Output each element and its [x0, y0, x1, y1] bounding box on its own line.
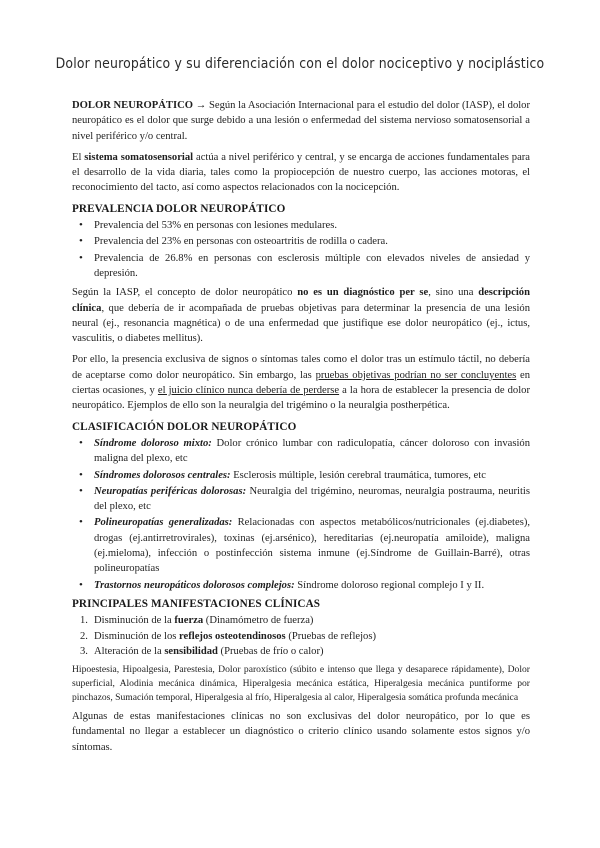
- somato-bold: sistema somatosensorial: [84, 151, 194, 163]
- manifestacion-pre: Disminución de los: [94, 630, 180, 642]
- item-number: 2.: [80, 630, 88, 642]
- somato-pre: El: [72, 151, 85, 163]
- prevalencia-item-pre: Prevalencia de: [94, 252, 166, 264]
- intro-arrow: →: [193, 100, 209, 111]
- list-item: [72, 468, 530, 483]
- somatosensory-paragraph: [72, 150, 530, 196]
- prevalencia-item-post: en personas con osteoartritis de rodilla o cadera.: [181, 236, 388, 248]
- manifestaciones-list-text: Hipoestesia, Hipoalgesia, Parestesia, Dolor paroxístico (súbito e intenso que llega y desaparece rápidamente), Dolor superficial, Alodinia mecánica dinámica, Hiperalgesia mecánica estática, Hiperalgesia mecánica puntiforme por pinchazos, Sumación temporal, Hiperalgesia al frío, Hiperalgesia al calor, Hiperalgesia somática profunda mecánica: [72, 664, 530, 704]
- manifestacion-post: (Dinamómetro de fuerza): [203, 615, 314, 627]
- list-item: [72, 234, 530, 249]
- prevalencia-item-pre: Prevalencia del: [94, 220, 162, 232]
- iasp-e: , que debería de ir acompañada de pruebas objetivas para determinar la presencia de una lesión neural (ej., resonancia magnética) o de una enfermedad que justifique ese dolor neuropático (ej., ictus, vasculitis, o diabetes mellitus).: [72, 302, 530, 345]
- intro-paragraph: [72, 98, 530, 144]
- manifestaciones-list: [72, 613, 530, 659]
- intro-heading: DOLOR NEUROPÁTICO: [72, 100, 193, 111]
- list-item: [72, 251, 530, 282]
- manifestacion-post: (Pruebas de frío o calor): [217, 645, 324, 657]
- list-item: [72, 515, 530, 576]
- manifestaciones-heading: PRINCIPALES MANIFESTACIONES CLÍNICAS: [72, 597, 321, 610]
- list-item: [72, 436, 530, 467]
- list-item: [72, 484, 530, 515]
- presencia-b: en ciertas ocasiones, y: [72, 369, 531, 397]
- iasp-paragraph: [72, 285, 530, 346]
- prevalencia-item-value: 53%: [161, 220, 182, 232]
- iasp-bold-1: no es un diagnóstico per se: [297, 287, 429, 299]
- clasificacion-text: Síndrome doloroso regional complejo I y II.: [294, 579, 485, 591]
- clasificacion-label: Síndrome doloroso mixto:: [94, 437, 212, 449]
- clasificacion-label: Síndromes dolorosos centrales:: [94, 469, 231, 481]
- presencia-c: a la hora de establecer la presencia de dolor neuropático. Ejemplos de ello son la neuralgia del trigémino o la neuralgia postherpética.: [72, 385, 530, 412]
- iasp-bold-2: descripción clínica: [72, 287, 530, 314]
- manifestacion-post: (Pruebas de reflejos): [285, 630, 376, 642]
- intro-text: Según la Asociación Internacional para el estudio del dolor (IASP), el dolor neuropático es el dolor que surge debido a una lesión o enfermedad del sistema nervioso somatosensorial a nivel periférico y/o central.: [72, 100, 531, 142]
- prevalencia-list: [72, 218, 530, 281]
- clasificacion-list: [72, 436, 530, 593]
- presencia-paragraph: [72, 352, 530, 413]
- manifestacion-pre: Alteración de la: [94, 645, 165, 657]
- list-item: [72, 578, 530, 593]
- manifestacion-bold: reflejos osteotendinosos: [179, 630, 286, 642]
- manifestacion-pre: Disminución de la: [94, 615, 175, 627]
- presencia-underline-1: pruebas objetivas podrían no ser concluyentes: [315, 369, 517, 381]
- item-number: 1.: [80, 615, 88, 627]
- closing-paragraph: Algunas de estas manifestaciones clínicas no son exclusivas del dolor neuropático, por lo que es fundamental no llegar a establecer un diagnóstico o criterio clínico usando solamente estos signos y/o síntomas.: [72, 711, 530, 753]
- clasificacion-label: Trastornos neuropáticos dolorosos complejos:: [94, 579, 295, 591]
- list-item: [72, 629, 530, 644]
- list-item: [72, 218, 530, 233]
- prevalencia-heading: PREVALENCIA DOLOR NEUROPÁTICO: [72, 202, 286, 215]
- somato-text: actúa a nivel periférico y central, y se encarga de acciones fundamentales para el desarrollo de la vida diaria, tales como la propiocepción de nuestro cuerpo, las acciones motoras, el reconocimiento del tacto, así como aspectos relacionados con la nocicepción.: [72, 151, 530, 194]
- clasificacion-text: Esclerosis múltiple, lesión cerebral traumática, tumores, etc: [230, 469, 486, 481]
- prevalencia-item-value: 26.8%: [165, 252, 193, 264]
- clasificacion-label: Polineuropatías generalizadas:: [94, 517, 233, 529]
- manifestacion-bold: sensibilidad: [164, 645, 218, 657]
- list-item: [72, 613, 530, 628]
- manifestacion-bold: fuerza: [174, 615, 204, 627]
- item-number: 3.: [80, 645, 88, 657]
- document-body: [72, 98, 530, 761]
- clasificacion-text: Neuralgia del trigémino, neuromas, neuralgia postrauma, neuritis del plexo, etc: [94, 485, 530, 513]
- clasificacion-text: Relacionadas con aspectos metabólicos/nutricionales (ej.diabetes), drogas (ej.antirretrovirales), toxinas (ej.arsénico), hereditarias (ej.neuropatía amiloide), maligna (ej.mieloma), infección o postinfección sistema inmune (ej.Síndrome de Guillain-Barré), otras polineuropatías: [94, 517, 531, 575]
- iasp-a: Según la IASP, el concepto de dolor neuropático: [72, 287, 298, 299]
- document-title: Dolor neuropático y su diferenciación con el dolor nociceptivo y nociplástico: [55, 56, 545, 72]
- presencia-a: Por ello, la presencia exclusiva de signos o síntomas tales como el dolor tras un estímulo táctil, no debería de aceptarse como dolor neuropático. Sin embargo, las: [72, 354, 530, 381]
- clasificacion-text: Dolor crónico lumbar con radiculopatía, cáncer doloroso con invasión maligna del plexo, etc: [94, 437, 530, 465]
- clasificacion-heading: CLASIFICACIÓN DOLOR NEUROPÁTICO: [72, 420, 297, 433]
- iasp-c: , sino una: [428, 287, 479, 299]
- prevalencia-item-pre: Prevalencia del: [94, 236, 162, 248]
- prevalencia-item-post: en personas con esclerosis múltiple con elevados niveles de ansiedad y depresión.: [94, 252, 530, 279]
- presencia-underline-2: el juicio clínico nunca debería de perderse: [157, 385, 340, 397]
- clasificacion-label: Neuropatías periféricas dolorosas:: [94, 485, 247, 497]
- prevalencia-item-post: en personas con lesiones medulares.: [181, 220, 337, 232]
- list-item: [72, 644, 530, 659]
- prevalencia-item-value: 23%: [161, 236, 182, 248]
